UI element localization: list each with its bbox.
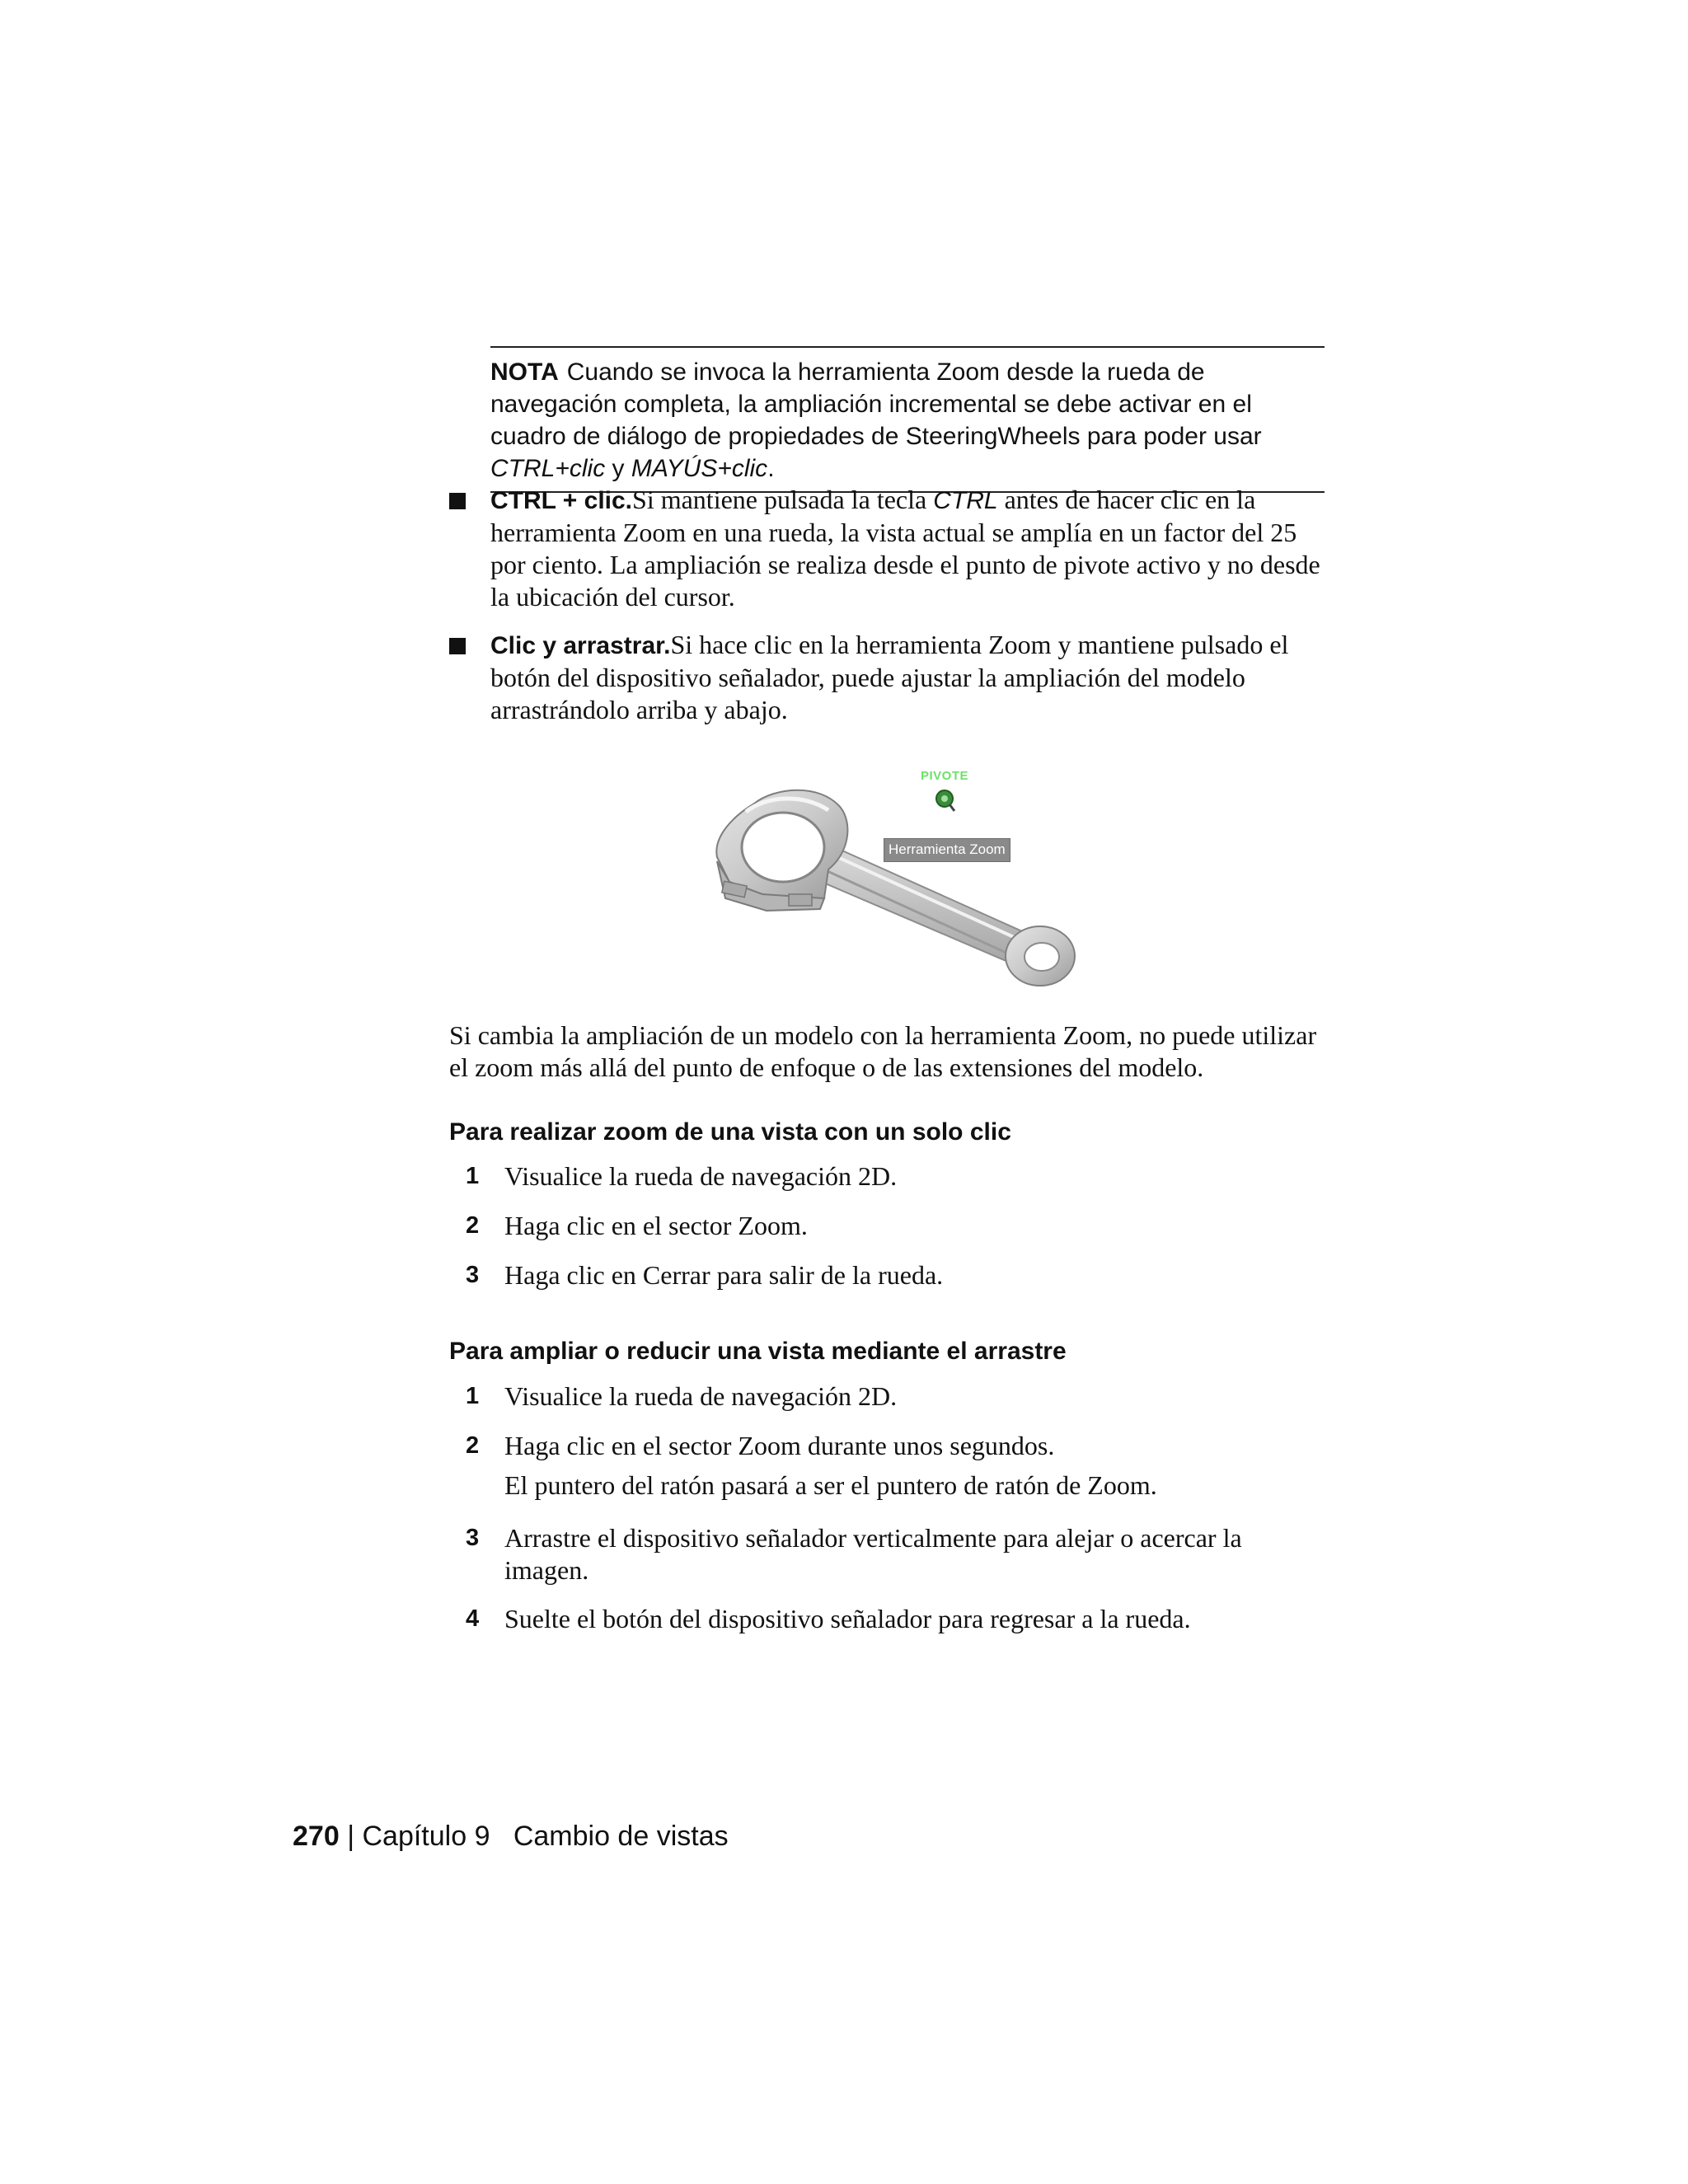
section2-heading: Para ampliar o reducir una vista mediante el arrastre: [449, 1338, 1067, 1365]
section1-step: [466, 1210, 1326, 1242]
step-number: 3: [466, 1525, 480, 1551]
zoom-limit-paragraph: Si cambia la ampliación de un modelo con la herramienta Zoom, no puede utilizar el zoom más allá del punto de enfoque o de las extensiones del modelo.: [449, 1020, 1317, 1082]
bullet-click-drag: [449, 629, 1326, 726]
bullet-italic: CTRL: [933, 487, 998, 514]
note-italic-1: CTRL+clic: [490, 455, 606, 482]
note-label: NOTA: [490, 359, 559, 386]
step-text: Suelte el botón del dispositivo señalador para regresar a la rueda.: [504, 1604, 1191, 1633]
step-number: 2: [466, 1212, 480, 1239]
page-number: 270: [293, 1821, 340, 1852]
step-number: 3: [466, 1262, 480, 1288]
note-box: [490, 346, 1325, 493]
bullet-text-a: Si hace clic en la herramienta Zoom y mantiene pulsado el botón del dispositivo señalador, puede ajustar la ampliación del modelo arrastrándolo arriba y abajo.: [490, 630, 1289, 724]
step-number: 1: [466, 1383, 480, 1409]
section1-heading: Para realizar zoom de una vista con un solo clic: [449, 1118, 1011, 1146]
connecting-rod-illustration: [696, 762, 1092, 1010]
zoom-tool-tooltip: Herramienta Zoom: [884, 838, 1010, 862]
step-text: Haga clic en el sector Zoom.: [504, 1211, 808, 1240]
note-text-b: y: [605, 455, 631, 482]
bullet-square-icon: [449, 638, 466, 654]
bullet-ctrl-click: [449, 484, 1326, 613]
step-number: 2: [466, 1432, 480, 1459]
step-text: Haga clic en el sector Zoom durante unos segundos.: [504, 1431, 1055, 1460]
page-footer: [293, 1819, 729, 1854]
section2-step: [466, 1380, 1326, 1413]
step-number: 4: [466, 1605, 480, 1632]
connecting-rod-figure: [696, 762, 1092, 1010]
section1-step: [466, 1259, 1326, 1291]
chapter-title: Cambio de vistas: [513, 1821, 729, 1852]
footer-separator: |: [347, 1821, 355, 1852]
note-text-c: .: [767, 455, 775, 482]
section1-step: [466, 1160, 1326, 1193]
pivot-icon: [936, 790, 954, 811]
bullet-square-icon: [449, 493, 466, 509]
chapter-label: Capítulo 9: [362, 1821, 490, 1852]
step-text: Visualice la rueda de navegación 2D.: [504, 1161, 898, 1191]
bullet-text-b: antes de hacer clic en la herramienta Zoom en una rueda, la vista actual se amplía en un factor del 25 por ciento. La ampliación se realiza desde el punto de pivote activo y no desde la ubicación del cursor.: [490, 485, 1320, 612]
step-number: 1: [466, 1163, 480, 1189]
step-text: Arrastre el dispositivo señalador verticalmente para alejar o acercar la imagen.: [504, 1523, 1242, 1585]
step-text: Visualice la rueda de navegación 2D.: [504, 1381, 898, 1411]
bullet-bold: CTRL + clic.: [490, 487, 633, 514]
bullet-bold: Clic y arrastrar.: [490, 632, 671, 659]
section2-step: [466, 1603, 1326, 1635]
pivot-label: PIVOTE: [921, 769, 969, 783]
step-subtext: El puntero del ratón pasará a ser el puntero de ratón de Zoom.: [504, 1470, 1157, 1500]
section2-step: [466, 1522, 1326, 1586]
section2-step: [466, 1430, 1326, 1502]
note-text-a: Cuando se invoca la herramienta Zoom desde la rueda de navegación completa, la ampliación incremental se debe activar en el cuadro de diálogo de propiedades de SteeringWheels para poder usar: [490, 359, 1262, 450]
note-italic-2: MAYÚS+clic: [631, 455, 768, 482]
bullet-text-a: Si mantiene pulsada la tecla: [632, 485, 934, 514]
step-text: Haga clic en Cerrar para salir de la rueda.: [504, 1260, 944, 1290]
